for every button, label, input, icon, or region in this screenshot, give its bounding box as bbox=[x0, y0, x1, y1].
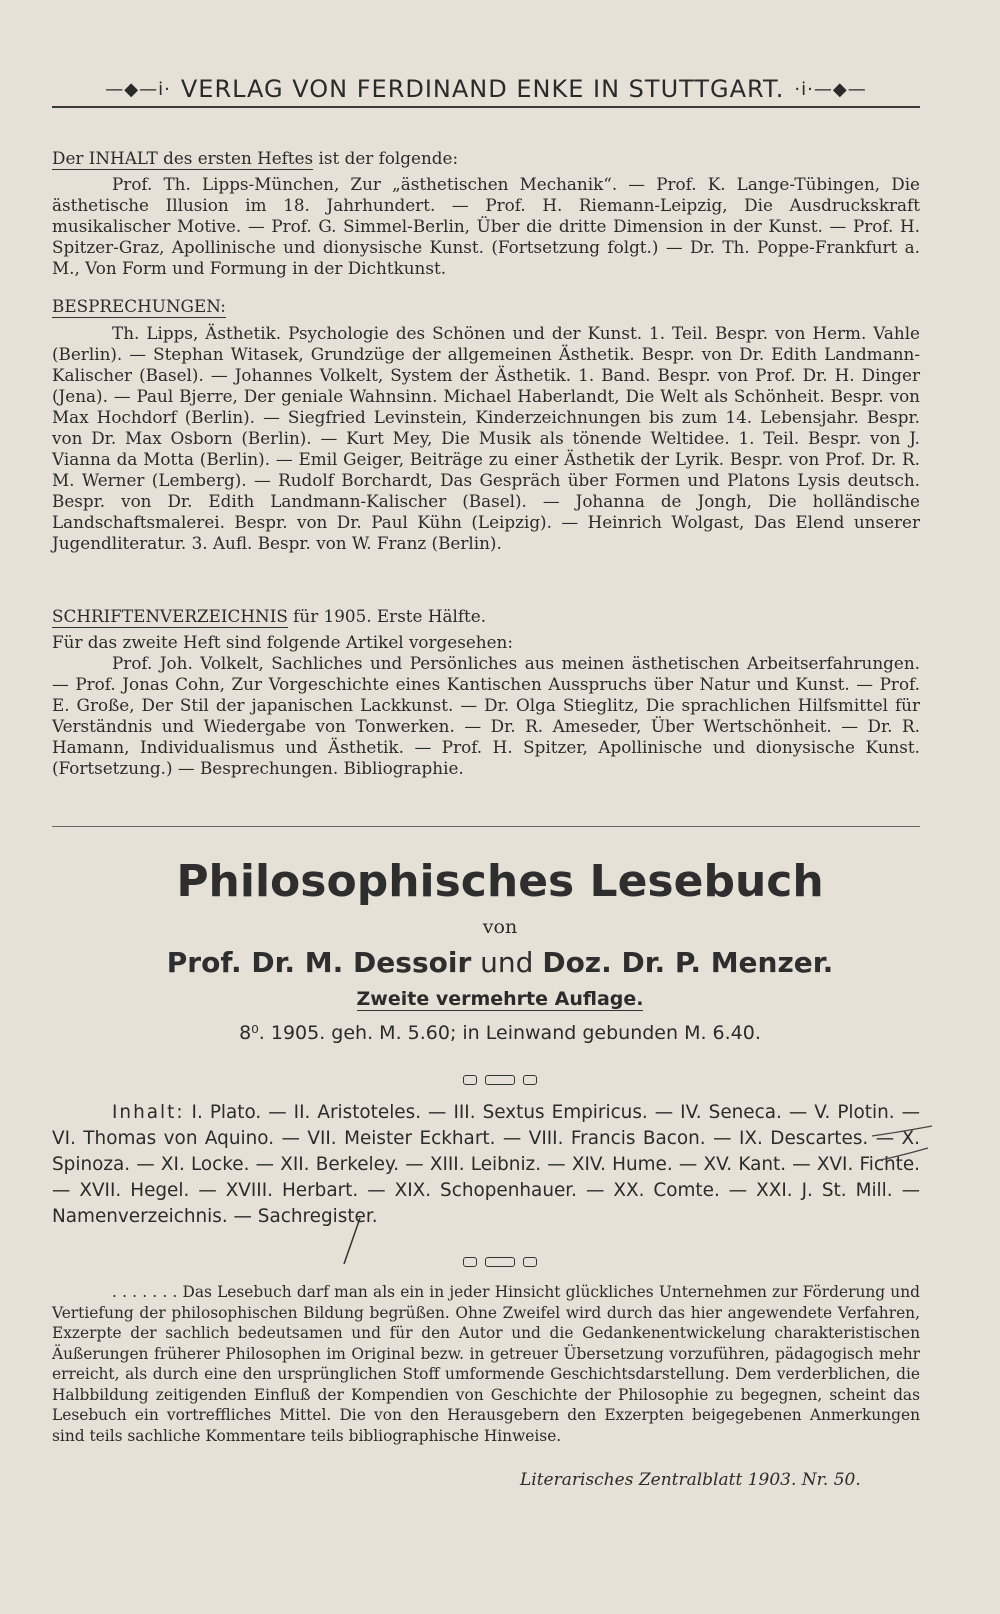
contents-label: Inhalt: bbox=[112, 1102, 185, 1123]
section-divider bbox=[52, 826, 920, 827]
book-title: Philosophisches Lesebuch bbox=[176, 856, 824, 907]
schriften-rest: für 1905. Erste Hälfte. bbox=[287, 606, 487, 626]
review-section bbox=[52, 1282, 920, 1446]
pencil-mark-icon bbox=[870, 1122, 940, 1162]
besprechungen-heading: BESPRECHUNGEN: bbox=[52, 296, 226, 316]
schriften-heading: SCHRIFTENVERZEICHNIS bbox=[52, 606, 288, 626]
author-1: Prof. Dr. M. Dessoir bbox=[166, 946, 472, 979]
contents-section bbox=[52, 1100, 920, 1230]
zweites-heft-heading: Für das zweite Heft sind folgende Artikel vorgesehen: bbox=[52, 632, 513, 652]
besprechungen-text: Th. Lipps, Ästhetik. Psychologie des Schönen und der Kunst. 1. Teil. Bespr. von Herm. Vahle (Berlin). — Stephan Witasek, Grundzüge der allgemeinen Ästhetik. Bespr. von Dr. Edith Landmann-Kalischer (Basel). — Johannes Volkelt, System der Ästhetik. 1. Band. Bespr. von Prof. Dr. H. Dinger (Jena). — Paul Bjerre, Der geniale Wahnsinn. Michael Haberlandt, Die Welt als Schönheit. Bespr. von Max Hochdorf (Berlin). — Siegfried Levinstein, Kinderzeichnungen bis zum 14. Lebensjahr. Bespr. von Dr. Max Osborn (Berlin). — Kurt Mey, Die Musik als tönende Weltidee. 1. Teil. Bespr. von J. Vianna da Motta (Berlin). — Emil Geiger, Beiträge zu einer Ästhetik der Lyrik. Bespr. von Prof. Dr. R. M. Werner (Lemberg). — Rudolf Borchardt, Das Gespräch über Formen und Platons Lysis deutsch. Bespr. von Dr. Edith Landmann-Kalischer (Basel). — Johanna de Jongh, Die holländische Landschaftsmalerei. Bespr. von Dr. Paul Kühn (Leipzig). — Heinrich Wolgast, Das Elend unserer Jugendliteratur. 3. Aufl. Bespr. von W. Franz (Berlin). bbox=[52, 323, 920, 553]
ornament-divider-icon bbox=[0, 1070, 1000, 1082]
inhalt-heading-rest: ist der folgende: bbox=[313, 148, 459, 168]
review-text: . . . . . . . Das Lesebuch darf man als ein in jeder Hinsicht glückliches Unternehmen zur Förderung und Vertiefung der philosophischen Bildung begrüßen. Ohne Zweifel wird durch das hier angewendete Verfahren, Exzerpte der sachlich bedeutsamen und für den Autor und die Gedankenentwickelung charakteristischen Äußerungen früherer Philosophen im Original bezw. in getreuer Übersetzung vorzuführen, pädagogisch mehr erreicht, als durch eine den ursprünglichen Stoff umformende Geschichtsdarstellung. Dem verderblichen, die Halbbildung zeitigenden Einfluß der Kompendien von Geschichte der Philosophie zu begegnen, scheint das Lesebuch ein vortreffliches Mittel. Die von den Herausgebern den Exzerpten beigegebenen Anmerkungen sind teils sachliche Kommentare teils bibliographische Hinweise. bbox=[52, 1283, 920, 1445]
publisher-header bbox=[52, 72, 920, 108]
book-price: 8⁰. 1905. geh. M. 5.60; in Leinwand gebunden M. 6.40. bbox=[239, 1022, 761, 1044]
book-von: von bbox=[482, 916, 518, 938]
inhalt-heading: Der INHALT des ersten Heftes bbox=[52, 148, 314, 168]
book-edition: Zweite vermehrte Auflage. bbox=[356, 988, 644, 1010]
inhalt-text: Prof. Th. Lipps-München, Zur „ästhetischen Mechanik“. — Prof. K. Lange-Tübingen, Die ästhetische Illusion im 18. Jahrhundert. — Prof. H. Riemann-Leipzig, Die Ausdruckskraft musikalischer Motive. — Prof. G. Simmel-Berlin, Über die dritte Dimension in der Kunst. — Prof. H. Spitzer-Graz, Apollinische und dionysische Kunst. (Fortsetzung folgt.) — Dr. Th. Poppe-Frankfurt a. M., Von Form und Formung in der Dichtkunst. bbox=[52, 174, 920, 278]
contents-text bbox=[52, 1100, 920, 1230]
ornament-left-icon: —◆—i· bbox=[105, 78, 171, 100]
inhalt-section bbox=[52, 148, 920, 279]
zweites-heft-text: Prof. Joh. Volkelt, Sachliches und Persönliches aus meinen ästhetischen Arbeitserfahrungen. — Prof. Jonas Cohn, Zur Vorgeschichte eines Kantischen Ausspruchs über Natur und Kunst. — Prof. E. Große, Der Stil der japanischen Lackkunst. — Dr. Olga Stieglitz, Die sprachlichen Hilfsmittel für Verständnis und Wiedergabe von Tonwerken. — Dr. R. Ameseder, Über Wertschönheit. — Dr. R. Hamann, Individualismus und Ästhetik. — Prof. H. Spitzer, Apollinische und dionysische Kunst. (Fortsetzung.) — Besprechungen. Bibliographie. bbox=[52, 653, 920, 778]
pencil-mark-icon bbox=[320, 1210, 380, 1270]
book-authors bbox=[0, 946, 1000, 979]
ornament-right-icon: ·i·—◆— bbox=[794, 78, 867, 100]
besprechungen-section bbox=[52, 296, 920, 554]
contents-list: I. Plato. — II. Aristoteles. — III. Sextus Empiricus. — IV. Seneca. — V. Plotin. — VI. Thomas von Aquino. — VII. Meister Eckhart. — VIII. Francis Bacon. — IX. Descartes. — X. Spinoza. — XI. Locke. — XII. Berkeley. — XIII. Leibniz. — XIV. Hume. — XV. Kant. — XVI. Fichte. — XVII. Hegel. — XVIII. Herbart. — XIX. Schopenhauer. — XX. Comte. — XXI. J. St. Mill. — Namenverzeichnis. — Sachregister. bbox=[52, 1102, 920, 1227]
publisher-title: VERLAG VON FERDINAND ENKE IN STUTTGART. bbox=[180, 75, 785, 103]
authors-und: und bbox=[471, 946, 543, 979]
ornament-divider-icon bbox=[0, 1252, 1000, 1264]
author-2: Doz. Dr. P. Menzer. bbox=[542, 946, 834, 979]
review-source: Literarisches Zentralblatt 1903. Nr. 50. bbox=[520, 1470, 861, 1490]
schriften-section bbox=[52, 606, 920, 628]
zweites-heft-section bbox=[52, 632, 920, 779]
